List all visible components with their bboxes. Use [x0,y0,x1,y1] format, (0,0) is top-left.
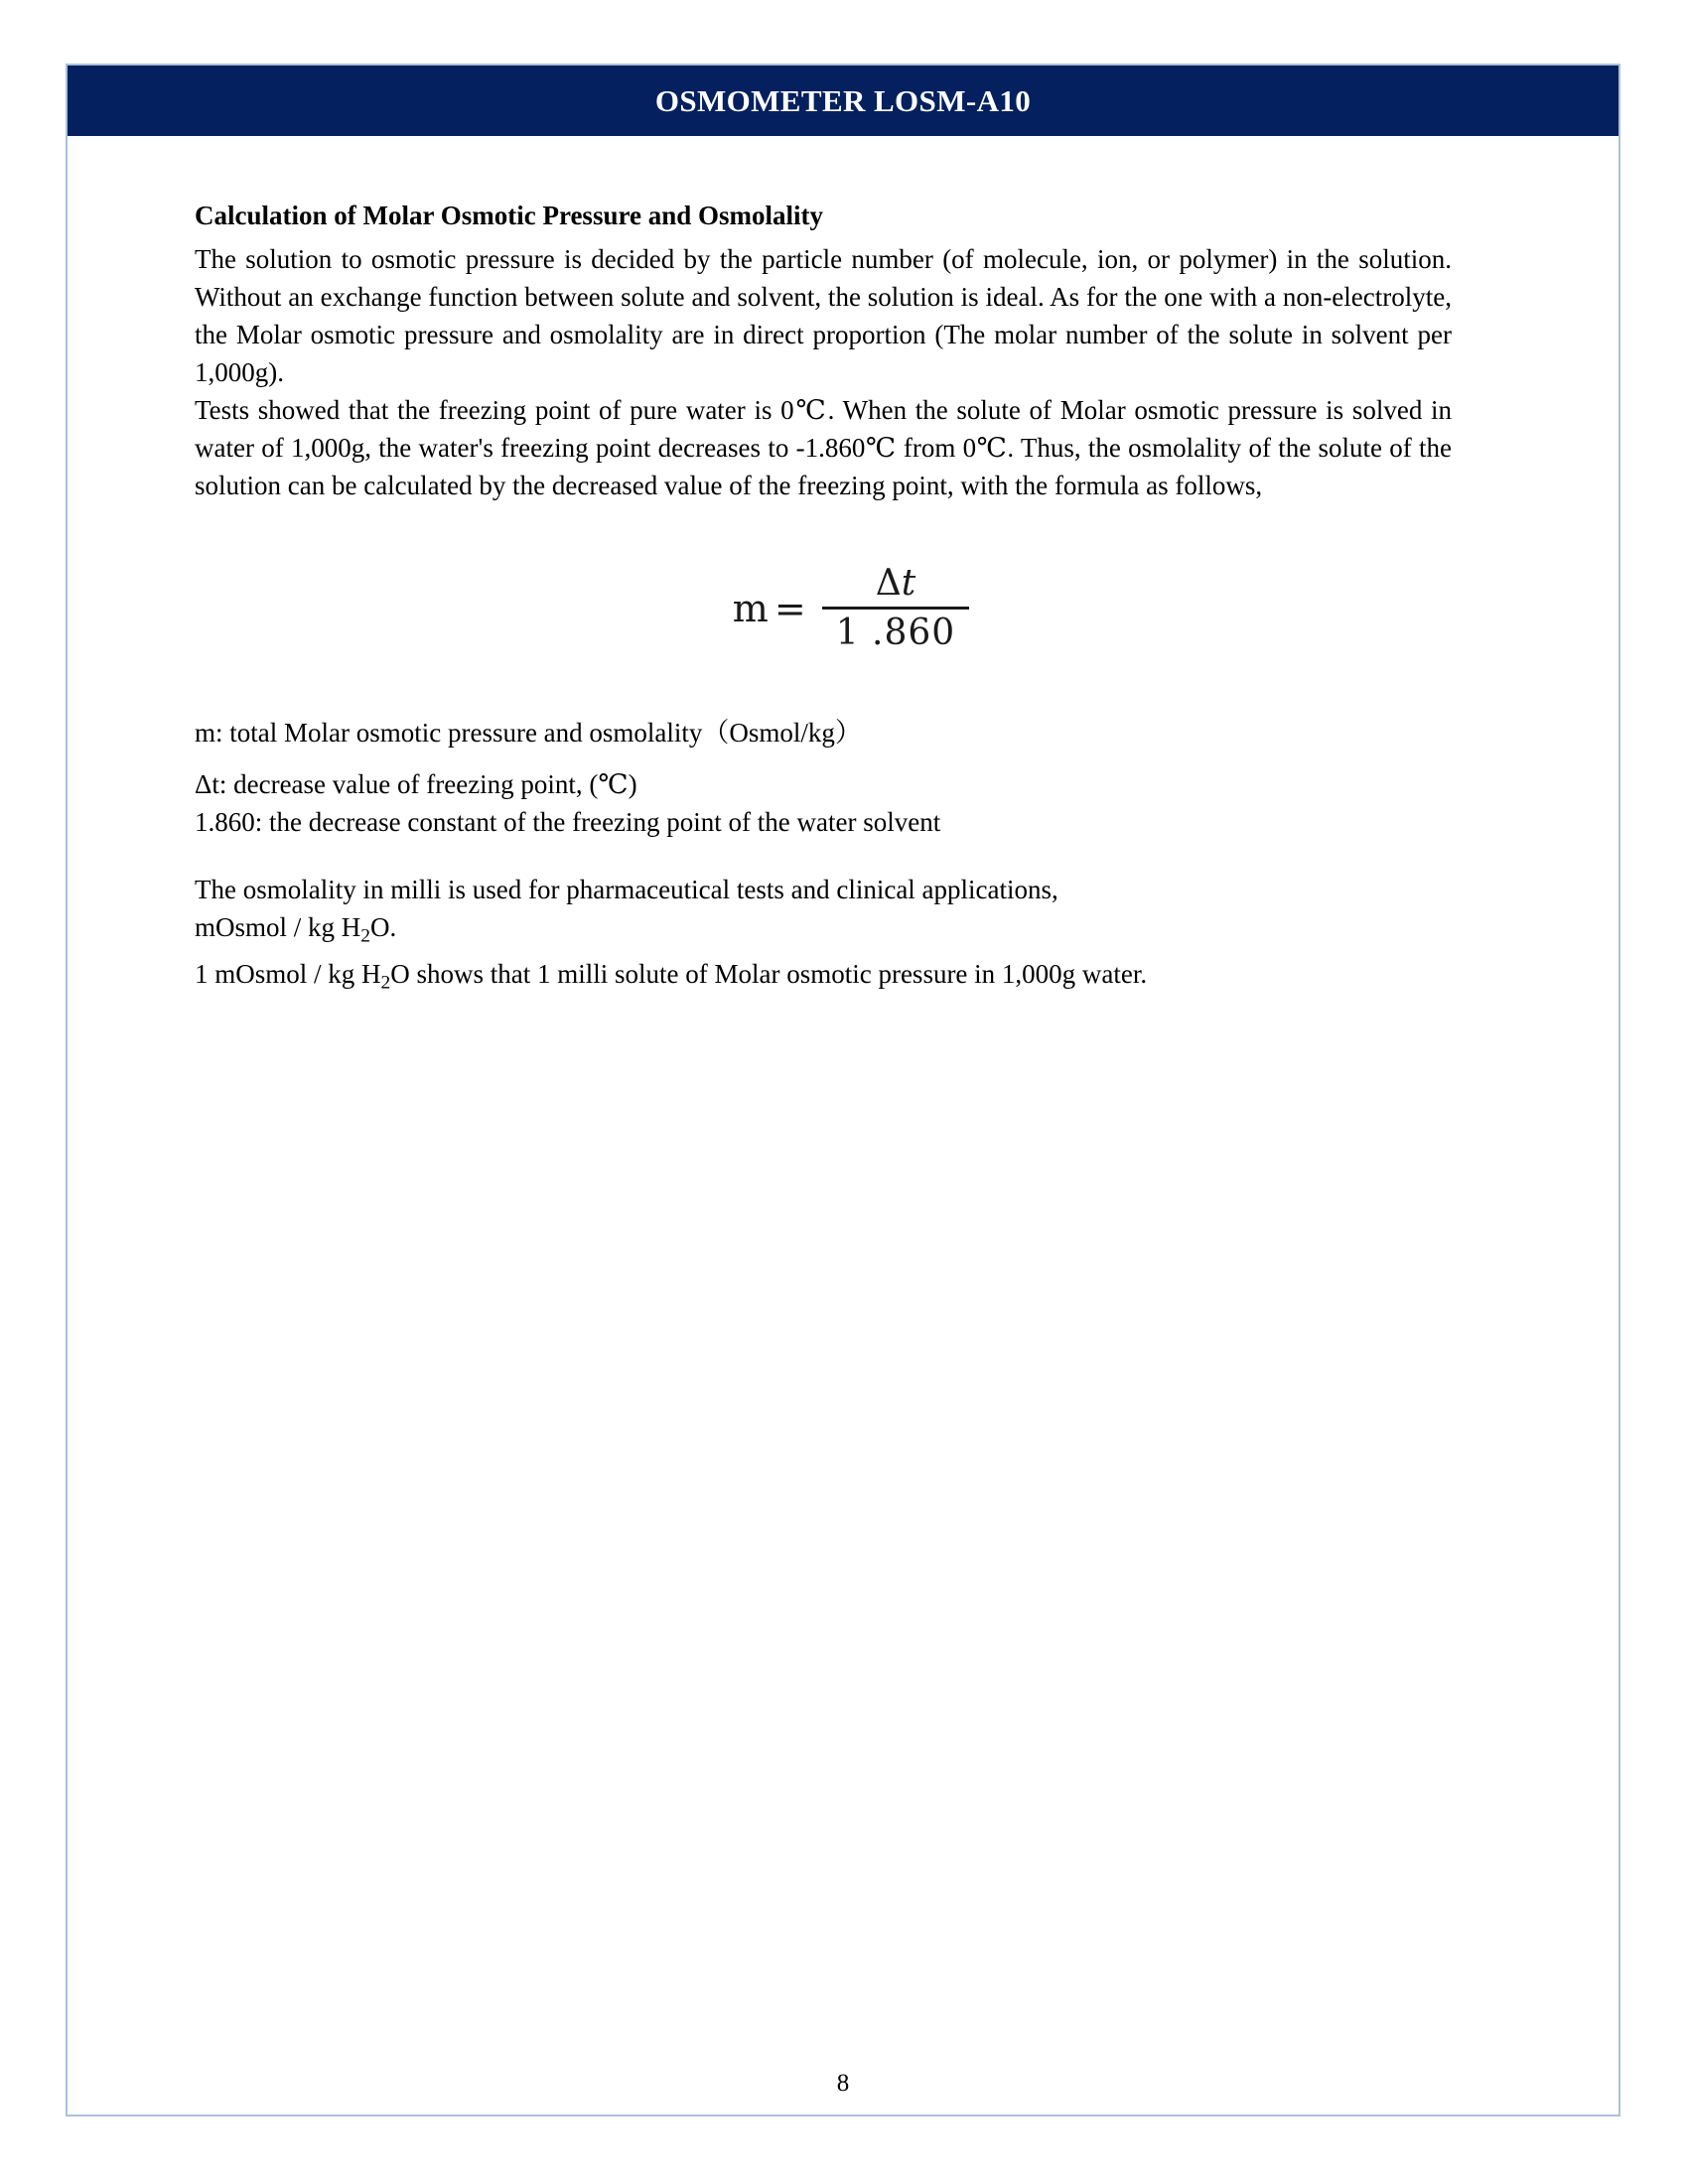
formula-fraction [822,564,970,654]
paragraph-osmotic-pressure-intro: The solution to osmotic pressure is decided by the particle number (of molecule, ion, or polymer) in the solution. Without an exchange function between solute and solvent, the solution is ideal. As for the one with a non-electrolyte, the Molar osmotic pressure and osmolality are in direct proportion (The molar number of the solute in solvent per 1,000g). [195,244,1452,387]
section-heading: Calculation of Molar Osmotic Pressure and Osmolality [195,201,823,230]
closing-spacer [195,841,1452,871]
definitions-spacer [195,751,1452,765]
formula-left-hand-side: m [732,587,769,631]
page-number: 8 [836,2070,850,2097]
definition-delta-t: Δt: decrease value of freezing point, (℃) [195,768,637,799]
paragraph-milli-osmolality-line2 [195,908,1452,955]
paragraph-one-mosmol [195,955,1452,1002]
water-subscript: 2 [380,972,391,994]
document-header-banner [68,66,1618,136]
paragraph-milli-osmolality-line1: The osmolality in milli is used for pharmaceutical tests and clinical applications, [195,874,1058,904]
formula-equals-sign: = [774,587,806,631]
document-body [195,197,1452,1003]
formula-numerator [858,564,933,607]
definition-m: m: total Molar osmotic pressure and osmolality（Osmol/kg） [195,717,862,748]
formula-bottom-spacer [195,654,1452,714]
formula-numerator-variable: t [901,563,916,604]
one-mosmol-prefix: 1 mOsmol / kg H [195,959,381,990]
definition-constant: 1.860: the decrease constant of the freezing point of the water solvent [195,806,941,837]
formula-denominator: 1 .860 [835,613,956,654]
water-subscript: 2 [360,925,370,947]
paragraph-freezing-point-tests: Tests showed that the freezing point of pure water is 0℃. When the solute of Molar osmotic pressure is solved in water of 1,000g, the water's freezing point decreases to -1.860℃ from 0℃. Thus, the osmolality of the solute of the solution can be calculated by the decreased value of the freezing point, with the formula as follows, [195,395,1452,500]
delta-symbol: Δ [875,563,902,604]
page-frame [66,64,1620,2116]
formula-top-spacer [195,504,1452,564]
osmolality-formula [733,564,969,654]
mosmol-unit-suffix: O. [369,911,397,942]
one-mosmol-suffix: O shows that 1 milli solute of Molar osmotic pressure in 1,000g water. [390,959,1148,990]
formula-block [195,564,1452,654]
mosmol-unit-prefix: mOsmol / kg H [195,911,361,942]
page-title: OSMOMETER LOSM-A10 [654,83,1032,118]
